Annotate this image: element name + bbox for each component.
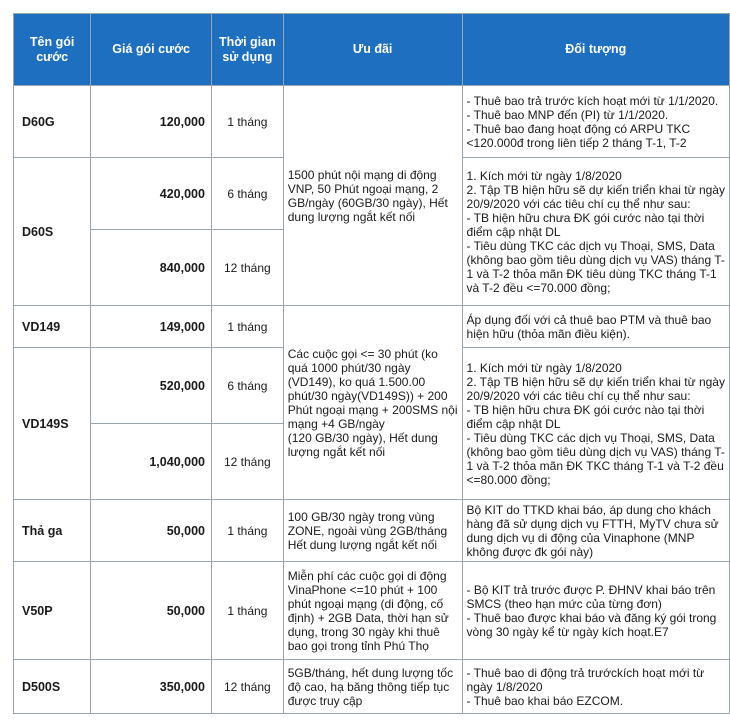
header-row [14,14,730,86]
text-line: bao gọi trong tỉnh Phú Thọ [287,638,429,653]
header-target [462,14,729,86]
text-line: định) + 2GB Data, thời hạn sử [287,610,449,625]
text-line: dụng, trong 30 ngày khi thuê [287,624,440,639]
package-name: D60G [14,86,91,158]
package-target [462,500,729,562]
text-line: VNP, 50 Phút ngoại mạng, 2 [287,181,439,196]
package-name: Thả ga [14,500,91,562]
text-line: - Thuê bao được khai báo và đăng ký gói trong [466,610,717,625]
text-line: 20/9/2020 với các tiêu chí cụ thể như sau: [466,388,691,403]
text-line: ngày 1/8/2020 [466,679,543,694]
text-line: 2. Tập TB hiện hữu sẽ dự kiến triển khai từ ngày [466,182,725,197]
text-line: (VD149), ko quá 1.500.00 [287,374,426,389]
package-target [462,562,729,660]
table-row [14,562,730,660]
header-name [14,14,91,86]
text-line: Các cuộc gọi <= 30 phút (ko [287,346,438,361]
package-price: 50,000 [91,562,212,660]
text-line: Áp dụng đối với cả thuê bao PTM và thuê bao [466,312,712,327]
text-line: không được đk gói này) [466,544,594,559]
table-row [14,86,730,158]
text-line: ZONE, ngoài vùng 2GB/tháng [287,523,448,538]
package-benefit [283,660,462,714]
package-price: 840,000 [91,230,212,306]
text-line: 5GB/tháng, hết dung lượng tốc [287,665,454,680]
text-line: được truy cập [287,693,363,708]
table-row [14,306,730,348]
package-duration: 6 tháng [211,348,283,424]
text-line: 1 và T-2 thỏa mãn ĐK TKC tháng T-1 và T-2 đều [466,458,724,473]
package-price: 149,000 [91,306,212,348]
package-target [462,660,729,714]
header-duration [211,14,283,86]
package-table [13,13,730,714]
text-line: dung dịch vụ di động của Vinaphone (MNP [466,530,695,545]
text-line: - Thuê bao đang hoạt động có ARPU TKC [466,121,691,136]
text-line: Bộ KIT do TTKD khai báo, áp dung cho khách [466,502,711,517]
text-line: 1. Kích mới từ ngày 1/8/2020 [466,168,622,183]
text-line: Thời gian [218,34,276,49]
text-line: Đối tượng [565,42,627,56]
package-price: 420,000 [91,158,212,230]
package-duration: 12 tháng [211,424,283,500]
text-line: (không bao gồm tiêu dùng dịch vụ VAS) tháng T- [466,252,725,267]
package-name: D500S [14,660,91,714]
text-line: - Tiêu dùng TKC các dịch vụ Thoại, SMS, Data [466,238,715,253]
text-line: Ưu đãi [352,42,393,56]
table-row [14,660,730,714]
text-line: và T-2 đều <=70.000 đồng; [466,280,611,295]
text-line: 100 GB/30 ngày trong vùng [287,509,435,524]
package-duration: 1 tháng [211,86,283,158]
text-line: lượng ngắt kết nối [287,444,386,459]
package-duration: 1 tháng [211,562,283,660]
text-line: - Thuê bao khai báo EZCOM. [466,693,624,708]
text-line: - Tiêu dùng TKC các dịch vụ Thoại, SMS, Data [466,430,715,445]
package-duration: 6 tháng [211,158,283,230]
text-line: - TB hiện hữu chưa ĐK gói cước nào tại thời [466,210,705,225]
text-line: vòng 30 ngày kể từ ngày kích hoạt.E7 [466,624,669,639]
table-row [14,500,730,562]
text-line: - Thuê bao MNP đến (PI) từ 1/1/2020. [466,107,669,122]
package-price: 120,000 [91,86,212,158]
text-line: phút/30 ngày(VD149S)) + 200 [287,388,448,403]
package-name: D60S [14,158,91,306]
package-name: VD149 [14,306,91,348]
text-line: độ cao, hạ băng thông tiếp tục [287,679,450,694]
package-benefit [283,86,462,306]
package-benefit [283,500,462,562]
package-benefit [283,306,462,500]
package-target [462,158,729,306]
text-line: Miễn phí các cuộc gọi di động [287,568,447,583]
package-target [462,86,729,158]
package-target [462,306,729,348]
text-line: Phút ngoại mạng + 200SMS nội [287,402,458,417]
text-line: <120.000đ trong liên tiếp 2 tháng T-1, T-2 [466,135,687,150]
package-duration: 12 tháng [211,230,283,306]
package-name: VD149S [14,348,91,500]
text-line: 20/9/2020 với các tiêu chí cụ thể như sau: [466,196,691,211]
package-price: 1,040,000 [91,424,212,500]
text-line: 1500 phút nội mạng di động [287,167,437,182]
package-price: 50,000 [91,500,212,562]
text-line: 1. Kích mới từ ngày 1/8/2020 [466,360,622,375]
text-line: mạng +4 GB/ngày [287,416,385,431]
text-line: Tên gói [29,34,75,49]
package-duration: 1 tháng [211,500,283,562]
package-price: 520,000 [91,348,212,424]
text-line: - Thuê bao di động trả trướckích hoạt mới từ [466,665,705,680]
package-duration: 1 tháng [211,306,283,348]
text-line: VinaPhone <=10 phút + 100 [287,582,438,597]
text-line: <=80.000 đồng; [466,472,551,487]
package-benefit [283,562,462,660]
text-line: SMCS (theo hạn mức của từng đơn) [466,596,662,611]
text-line: điểm cập nhật DL [466,416,561,431]
text-line: quá 1000 phút/30 ngày [287,360,411,375]
text-line: Hết dung lượng ngắt kết nối [287,537,438,552]
package-duration: 12 tháng [211,660,283,714]
text-line: 2. Tập TB hiện hữu sẽ dự kiến triển khai từ ngày [466,374,725,389]
package-name: V50P [14,562,91,660]
text-line: dung lượng ngắt kết nối [287,209,416,224]
text-line: phút ngoại mạng (di động, cố [287,596,444,611]
text-line: - Thuê bao trả trước kích hoạt mới từ 1/1/2020. [466,93,719,108]
text-line: hiện hữu (thỏa mãn điều kiện). [466,326,630,341]
package-price: 350,000 [91,660,212,714]
text-line: GB/ngày (60GB/30 ngày), Hết [287,195,448,210]
text-line: 1 và T-2 thỏa mãn ĐK tiêu dùng TKC tháng T-1 [466,266,717,281]
header-price [91,14,212,86]
text-line: điểm cập nhật DL [466,224,561,239]
text-line: (120 GB/30 ngày), Hết dung [287,430,438,445]
text-line: (không bao gồm tiêu dùng dịch vụ VAS) tháng T- [466,444,725,459]
text-line: hàng đã sử dụng dịch vụ FTTH, MyTV chưa sử [466,516,719,531]
text-line: - Bộ KIT trả trước được P. ĐHNV khai báo trên [466,582,716,597]
text-line: cước [36,49,69,64]
text-line: sử dụng [222,49,273,64]
package-table-wrapper [13,13,730,714]
text-line: - TB hiện hữu chưa ĐK gói cước nào tại thời [466,402,705,417]
header-benefit [283,14,462,86]
text-line: Giá gói cước [112,42,190,56]
package-target [462,348,729,500]
